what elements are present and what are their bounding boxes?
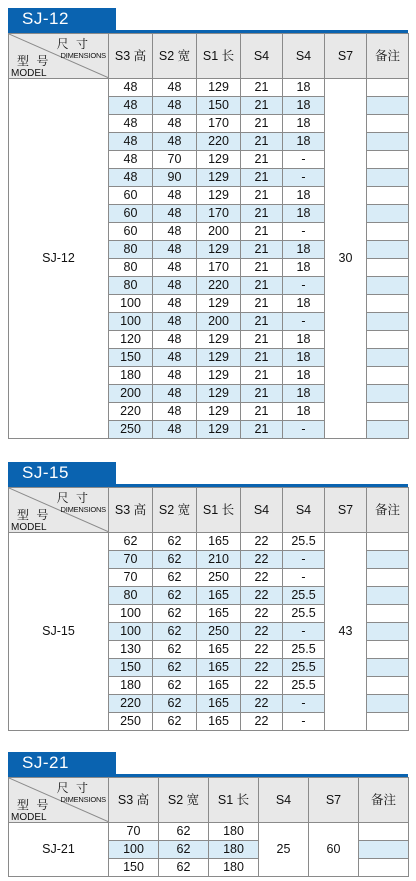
value-cell: 48 — [153, 223, 197, 241]
value-cell: 180 — [209, 823, 259, 841]
remark-cell — [367, 133, 409, 151]
value-cell: 48 — [153, 79, 197, 97]
header-row — [9, 34, 409, 79]
value-cell: 62 — [153, 587, 197, 605]
section-tag: SJ-12 — [8, 8, 116, 30]
column-header: S7 — [325, 34, 367, 79]
section-tag: SJ-21 — [8, 752, 116, 774]
model-en-label: MODEL — [11, 522, 47, 533]
remark-cell — [367, 79, 409, 97]
table-body — [9, 79, 409, 439]
remark-cell — [367, 695, 409, 713]
value-cell: 129 — [197, 295, 241, 313]
remark-cell — [367, 259, 409, 277]
dimensions-en-label: DIMENSIONS — [60, 795, 106, 804]
value-cell: 70 — [109, 569, 153, 587]
value-cell: 220 — [109, 695, 153, 713]
value-cell: 22 — [241, 713, 283, 731]
remark-cell — [359, 841, 409, 859]
value-cell: 22 — [241, 605, 283, 623]
value-cell: 48 — [153, 385, 197, 403]
value-cell: 18 — [283, 403, 325, 421]
column-header: S7 — [325, 488, 367, 533]
value-cell: 165 — [197, 587, 241, 605]
spec-table — [8, 487, 409, 731]
remark-cell — [367, 331, 409, 349]
value-cell: 21 — [241, 259, 283, 277]
remark-cell — [367, 151, 409, 169]
value-cell: 18 — [283, 115, 325, 133]
value-cell: 150 — [109, 349, 153, 367]
header-row — [9, 778, 409, 823]
dimensions-cn-label: 尺 寸 — [56, 37, 90, 51]
s4-merged-cell: 25 — [259, 823, 309, 877]
value-cell: 210 — [197, 551, 241, 569]
value-cell: 21 — [241, 97, 283, 115]
value-cell: 25.5 — [283, 641, 325, 659]
value-cell: 48 — [153, 187, 197, 205]
column-header: S4 — [283, 34, 325, 79]
model-en-label: MODEL — [11, 812, 47, 823]
value-cell: 21 — [241, 403, 283, 421]
value-cell: 18 — [283, 97, 325, 115]
remark-cell — [367, 713, 409, 731]
value-cell: 129 — [197, 79, 241, 97]
value-cell: 180 — [209, 841, 259, 859]
value-cell: 18 — [283, 259, 325, 277]
column-header: S7 — [309, 778, 359, 823]
value-cell: 22 — [241, 569, 283, 587]
value-cell: 180 — [109, 367, 153, 385]
value-cell: 18 — [283, 295, 325, 313]
value-cell: 18 — [283, 331, 325, 349]
value-cell: - — [283, 623, 325, 641]
value-cell: 48 — [109, 115, 153, 133]
value-cell: 165 — [197, 677, 241, 695]
value-cell: 100 — [109, 605, 153, 623]
value-cell: 80 — [109, 587, 153, 605]
remark-cell — [367, 295, 409, 313]
value-cell: 62 — [153, 713, 197, 731]
value-cell: 25.5 — [283, 659, 325, 677]
value-cell: 165 — [197, 605, 241, 623]
column-header: S4 — [241, 34, 283, 79]
value-cell: 70 — [153, 151, 197, 169]
value-cell: 62 — [153, 551, 197, 569]
model-en-label: MODEL — [11, 68, 47, 79]
value-cell: 60 — [109, 205, 153, 223]
remark-cell — [367, 587, 409, 605]
value-cell: 165 — [197, 659, 241, 677]
dimensions-cn-label: 尺 寸 — [56, 781, 90, 795]
value-cell: 21 — [241, 295, 283, 313]
value-cell: 48 — [153, 313, 197, 331]
remark-cell — [367, 403, 409, 421]
remark-cell — [367, 659, 409, 677]
value-cell: 25.5 — [283, 533, 325, 551]
spec-table — [8, 777, 409, 877]
value-cell: 70 — [109, 823, 159, 841]
value-cell: 129 — [197, 421, 241, 439]
value-cell: 48 — [153, 115, 197, 133]
remark-cell — [367, 533, 409, 551]
value-cell: - — [283, 713, 325, 731]
header-row — [9, 488, 409, 533]
remark-cell — [359, 823, 409, 841]
value-cell: 62 — [159, 823, 209, 841]
value-cell: 25.5 — [283, 677, 325, 695]
remark-cell — [367, 349, 409, 367]
value-cell: 250 — [109, 713, 153, 731]
value-cell: 22 — [241, 659, 283, 677]
value-cell: 129 — [197, 403, 241, 421]
value-cell: 21 — [241, 331, 283, 349]
value-cell: 80 — [109, 241, 153, 259]
value-cell: 120 — [109, 331, 153, 349]
value-cell: 21 — [241, 277, 283, 295]
section-tag: SJ-15 — [8, 462, 116, 484]
value-cell: 18 — [283, 79, 325, 97]
value-cell: 48 — [109, 97, 153, 115]
value-cell: 170 — [197, 115, 241, 133]
value-cell: 220 — [197, 277, 241, 295]
value-cell: 170 — [197, 205, 241, 223]
remark-cell — [367, 605, 409, 623]
value-cell: 62 — [109, 533, 153, 551]
value-cell: 165 — [197, 713, 241, 731]
value-cell: 62 — [153, 659, 197, 677]
value-cell: 220 — [109, 403, 153, 421]
table-body — [9, 533, 409, 731]
value-cell: 100 — [109, 841, 159, 859]
value-cell: 200 — [109, 385, 153, 403]
value-cell: 22 — [241, 587, 283, 605]
value-cell: - — [283, 223, 325, 241]
value-cell: 21 — [241, 79, 283, 97]
value-cell: 21 — [241, 241, 283, 259]
remark-cell — [367, 223, 409, 241]
value-cell: 48 — [153, 241, 197, 259]
value-cell: 129 — [197, 187, 241, 205]
remark-cell — [367, 367, 409, 385]
value-cell: 62 — [153, 677, 197, 695]
value-cell: 21 — [241, 169, 283, 187]
value-cell: 21 — [241, 421, 283, 439]
remark-cell — [367, 623, 409, 641]
value-cell: 129 — [197, 367, 241, 385]
column-header: S2 宽 — [153, 34, 197, 79]
value-cell: 48 — [109, 133, 153, 151]
value-cell: 70 — [109, 551, 153, 569]
value-cell: 21 — [241, 223, 283, 241]
value-cell: 21 — [241, 205, 283, 223]
value-cell: 18 — [283, 187, 325, 205]
column-header: S2 宽 — [159, 778, 209, 823]
value-cell: 200 — [197, 223, 241, 241]
value-cell: 80 — [109, 277, 153, 295]
value-cell: 48 — [153, 205, 197, 223]
value-cell: 48 — [153, 277, 197, 295]
value-cell: 62 — [153, 533, 197, 551]
value-cell: 62 — [153, 695, 197, 713]
value-cell: 62 — [153, 569, 197, 587]
column-header: S3 高 — [109, 34, 153, 79]
remark-cell — [367, 241, 409, 259]
remark-cell — [367, 169, 409, 187]
value-cell: 129 — [197, 151, 241, 169]
value-cell: 250 — [197, 623, 241, 641]
spec-table — [8, 33, 409, 439]
value-cell: 18 — [283, 385, 325, 403]
value-cell: 21 — [241, 349, 283, 367]
value-cell: 18 — [283, 205, 325, 223]
column-header: 备注 — [367, 488, 409, 533]
remark-cell — [367, 97, 409, 115]
value-cell: 200 — [197, 313, 241, 331]
value-cell: 22 — [241, 533, 283, 551]
remark-cell — [367, 187, 409, 205]
value-cell: 62 — [159, 859, 209, 877]
value-cell: 100 — [109, 313, 153, 331]
value-cell: - — [283, 695, 325, 713]
value-cell: 21 — [241, 115, 283, 133]
column-header: S4 — [259, 778, 309, 823]
value-cell: 220 — [197, 133, 241, 151]
model-cn-label: 型 号 — [17, 54, 51, 68]
remark-cell — [367, 569, 409, 587]
value-cell: 48 — [153, 259, 197, 277]
remark-cell — [367, 115, 409, 133]
value-cell: 48 — [153, 133, 197, 151]
table-body — [9, 823, 409, 877]
value-cell: 170 — [197, 259, 241, 277]
value-cell: - — [283, 169, 325, 187]
value-cell: 21 — [241, 187, 283, 205]
value-cell: 100 — [109, 295, 153, 313]
value-cell: 21 — [241, 385, 283, 403]
s7-merged-cell: 43 — [325, 533, 367, 731]
table-row — [9, 533, 409, 551]
model-name-cell: SJ-12 — [9, 79, 109, 439]
value-cell: 48 — [153, 349, 197, 367]
value-cell: 150 — [109, 859, 159, 877]
table-row — [9, 79, 409, 97]
value-cell: 129 — [197, 241, 241, 259]
value-cell: 165 — [197, 641, 241, 659]
value-cell: 165 — [197, 533, 241, 551]
value-cell: 25.5 — [283, 605, 325, 623]
value-cell: 18 — [283, 349, 325, 367]
value-cell: 250 — [197, 569, 241, 587]
remark-cell — [367, 677, 409, 695]
remark-cell — [367, 641, 409, 659]
value-cell: 129 — [197, 331, 241, 349]
dimensions-en-label: DIMENSIONS — [60, 51, 106, 60]
remark-cell — [359, 859, 409, 877]
value-cell: 48 — [153, 421, 197, 439]
model-cn-label: 型 号 — [17, 508, 51, 522]
value-cell: 48 — [109, 79, 153, 97]
value-cell: 48 — [109, 151, 153, 169]
value-cell: - — [283, 569, 325, 587]
column-header: S4 — [241, 488, 283, 533]
remark-cell — [367, 421, 409, 439]
column-header: 备注 — [367, 34, 409, 79]
value-cell: - — [283, 277, 325, 295]
value-cell: 18 — [283, 133, 325, 151]
column-header: S2 宽 — [153, 488, 197, 533]
value-cell: 129 — [197, 349, 241, 367]
remark-cell — [367, 385, 409, 403]
column-header: S1 长 — [197, 34, 241, 79]
value-cell: 62 — [153, 641, 197, 659]
value-cell: 60 — [109, 187, 153, 205]
value-cell: 130 — [109, 641, 153, 659]
value-cell: 48 — [109, 169, 153, 187]
value-cell: 250 — [109, 421, 153, 439]
column-header: S3 高 — [109, 488, 153, 533]
value-cell: 22 — [241, 641, 283, 659]
value-cell: 62 — [159, 841, 209, 859]
value-cell: - — [283, 313, 325, 331]
value-cell: 22 — [241, 677, 283, 695]
value-cell: - — [283, 421, 325, 439]
dimension-model-header — [9, 778, 109, 823]
model-name-cell: SJ-15 — [9, 533, 109, 731]
value-cell: - — [283, 551, 325, 569]
s7-merged-cell: 30 — [325, 79, 367, 439]
value-cell: 48 — [153, 331, 197, 349]
dimensions-cn-label: 尺 寸 — [56, 491, 90, 505]
remark-cell — [367, 277, 409, 295]
value-cell: 48 — [153, 367, 197, 385]
value-cell: 25.5 — [283, 587, 325, 605]
remark-cell — [367, 313, 409, 331]
value-cell: 22 — [241, 695, 283, 713]
model-name-cell: SJ-21 — [9, 823, 109, 877]
value-cell: 100 — [109, 623, 153, 641]
value-cell: 18 — [283, 241, 325, 259]
value-cell: 90 — [153, 169, 197, 187]
value-cell: 21 — [241, 313, 283, 331]
value-cell: 129 — [197, 385, 241, 403]
dimension-model-header — [9, 34, 109, 79]
value-cell: 60 — [109, 223, 153, 241]
value-cell: 22 — [241, 551, 283, 569]
value-cell: 21 — [241, 367, 283, 385]
model-cn-label: 型 号 — [17, 798, 51, 812]
value-cell: 180 — [209, 859, 259, 877]
column-header: S1 长 — [209, 778, 259, 823]
remark-cell — [367, 551, 409, 569]
column-header: S4 — [283, 488, 325, 533]
column-header: S1 长 — [197, 488, 241, 533]
value-cell: 165 — [197, 695, 241, 713]
s7-merged-cell: 60 — [309, 823, 359, 877]
value-cell: 180 — [109, 677, 153, 695]
table-row — [9, 823, 409, 841]
value-cell: 48 — [153, 97, 197, 115]
value-cell: 129 — [197, 169, 241, 187]
value-cell: 150 — [197, 97, 241, 115]
value-cell: 62 — [153, 605, 197, 623]
value-cell: 62 — [153, 623, 197, 641]
value-cell: 80 — [109, 259, 153, 277]
value-cell: 48 — [153, 295, 197, 313]
value-cell: 150 — [109, 659, 153, 677]
dimension-model-header — [9, 488, 109, 533]
remark-cell — [367, 205, 409, 223]
value-cell: 18 — [283, 367, 325, 385]
value-cell: 21 — [241, 133, 283, 151]
value-cell: 48 — [153, 403, 197, 421]
value-cell: 21 — [241, 151, 283, 169]
column-header: S3 高 — [109, 778, 159, 823]
value-cell: - — [283, 151, 325, 169]
value-cell: 22 — [241, 623, 283, 641]
dimensions-en-label: DIMENSIONS — [60, 505, 106, 514]
column-header: 备注 — [359, 778, 409, 823]
